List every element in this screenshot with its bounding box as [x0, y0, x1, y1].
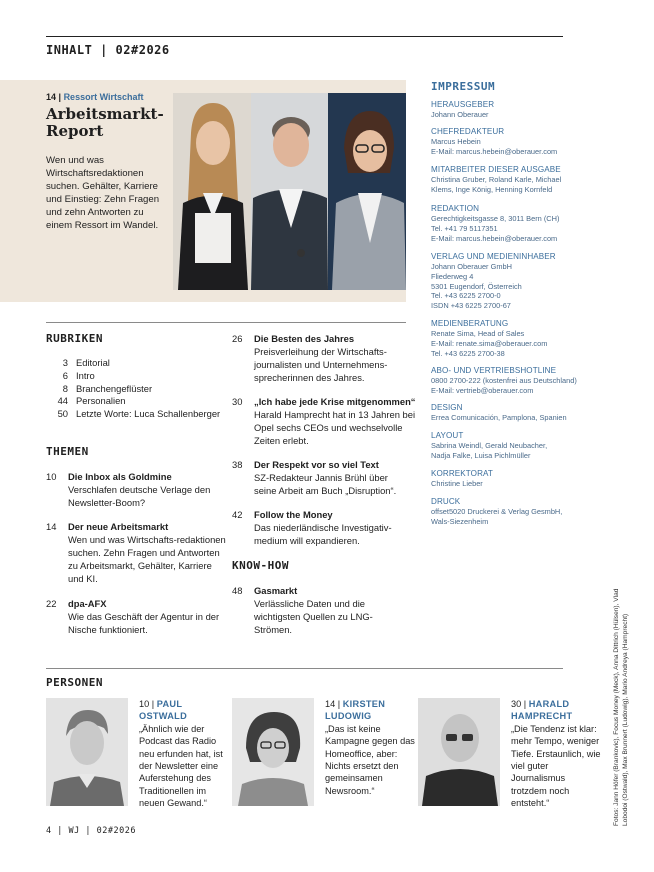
- feature-page: 14: [46, 92, 57, 102]
- feature-photo-woman-left: [173, 93, 251, 290]
- rubrik-page: 50: [57, 408, 68, 419]
- person-quote: „Das ist keine Kampagne gegen das Homeoffice, aber: Nichts ersetzt den gemeinsamen Newsroom.“: [325, 723, 415, 796]
- impressum-line: Klems, Inge König, Henning Kornfeld: [431, 184, 553, 194]
- entry-text: Harald Hamprecht hat in 13 Jahren bei Opel sechs CEOs und wechselvolle Zeiten erlebt.: [254, 409, 416, 447]
- rubrik-label: Letzte Worte: Luca Schallenberger: [76, 408, 221, 419]
- impressum-abo: [431, 366, 611, 396]
- photo-credits: Fotos: Jann Höfer (Brankovic), Focus Money (Meck), Anna Dittrich (Hülsen), Vlad Lobodoi (Ostwald), Max Brunnert (Ludowig), Mario Andreya (Hamprecht): [613, 588, 629, 826]
- person-name[interactable]: KIRSTEN LUDOWIG: [325, 699, 386, 722]
- entry-title: „Ich habe jede Krise mitgenommen“: [254, 396, 416, 407]
- impressum-line: 5301 Eugendorf, Österreich: [431, 281, 522, 291]
- entry-text: SZ-Redakteur Jannis Brühl über seine Arbeit am Buch „Disruption“.: [254, 472, 397, 497]
- entry-title: Der Respekt vor so viel Text: [254, 459, 379, 470]
- entry-text: Wen und was Wirtschafts-redaktionen suchen. Zehn Fragen und Antworten zu Arbeitsmarkt, Gehälter, Karriere und KI.: [68, 534, 226, 585]
- entry-title: Die Besten des Jahres: [254, 333, 355, 344]
- page-footer: 4 | WJ | 02#2026: [46, 826, 136, 836]
- impressum-label: DESIGN: [431, 403, 463, 412]
- person-caption: 10 | PAUL OSTWALD „Ähnlich wie der Podcast das Radio neu erfunden hat, ist der Newsletter eine Auferstehung des Traditionellen im neuen Gewand.“: [139, 698, 231, 810]
- entry-text: Verlässliche Daten und die wichtigsten Quellen zu LNG-Strömen.: [254, 598, 373, 636]
- impressum-korrektorat: [431, 469, 611, 489]
- feature-title[interactable]: Arbeitsmarkt-Report: [46, 105, 164, 140]
- impressum-label: MEDIENBERATUNG: [431, 319, 509, 328]
- impressum-line: Tel. +43 6225 2700-38: [431, 348, 505, 358]
- impressum-line: Errea Comunicación, Pamplona, Spanien: [431, 413, 567, 422]
- impressum-medienberatung: [431, 319, 611, 358]
- person-photo-ludowig: [232, 698, 314, 806]
- rubrik-item[interactable]: [46, 357, 226, 370]
- feature-kicker: 14 | Ressort Wirtschaft: [46, 92, 144, 102]
- personen-rule: [46, 668, 563, 669]
- impressum-line: Nadja Falke, Luisa Pichlmüller: [431, 450, 531, 460]
- impressum-label: LAYOUT: [431, 431, 464, 440]
- impressum-line: Tel. +43 6225 2700-0: [431, 291, 501, 301]
- person-quote: „Ähnlich wie der Podcast das Radio neu erfunden hat, ist der Newsletter eine Auferstehung des Traditionellen im neuen Gewand.“: [139, 723, 223, 809]
- impressum-line: Johann Oberauer: [431, 110, 489, 119]
- rubrik-page: 8: [62, 383, 68, 394]
- person-name[interactable]: HARALD HAMPRECHT: [511, 699, 573, 722]
- knowhow-heading: KNOW-HOW: [232, 559, 289, 572]
- rubrik-label: Intro: [76, 370, 95, 381]
- rubrik-item[interactable]: [46, 408, 226, 421]
- columns-rule: [46, 322, 406, 323]
- impressum-line: Christine Lieber: [431, 479, 483, 488]
- impressum-line: Tel. +41 79 5117351: [431, 223, 498, 233]
- entry-page: 48: [232, 585, 243, 596]
- impressum-line: offset5020 Druckerei & Verlag GesmbH,: [431, 507, 563, 516]
- impressum-line: Renate Sima, Head of Sales: [431, 329, 525, 338]
- impressum-redaktion: [431, 204, 611, 243]
- impressum-line: Gerechtigkeitsgasse 8, 3011 Bern (CH): [431, 214, 560, 223]
- themen-heading: THEMEN: [46, 445, 89, 458]
- entry-page: 14: [46, 521, 57, 532]
- header-issue: 02#2026: [115, 43, 170, 57]
- impressum-label: DRUCK: [431, 497, 461, 506]
- person-name[interactable]: PAUL OSTWALD: [139, 699, 188, 722]
- person-photo-hamprecht: [418, 698, 500, 806]
- rubrik-item[interactable]: [46, 395, 226, 408]
- entry-text: Preisverleihung der Wirtschafts-journalisten und Unternehmens-sprecherinnen des Jahres.: [254, 346, 388, 384]
- entry-title: Gasmarkt: [254, 585, 298, 596]
- entry-text: Wie das Geschäft der Agentur in der Nische funktioniert.: [68, 611, 220, 636]
- impressum-mitarbeiter: [431, 165, 611, 195]
- entry-title: Follow the Money: [254, 509, 333, 520]
- impressum-line: 0800 2700-222 (kostenfrei aus Deutschland): [431, 376, 577, 385]
- rubrik-item[interactable]: [46, 370, 226, 383]
- impressum-druck: [431, 497, 611, 527]
- footer-mag: WJ: [68, 826, 80, 836]
- footer-page: 4: [46, 826, 52, 836]
- entry-text: Das niederländische Investigativ-medium will expandieren.: [254, 522, 392, 547]
- feature-teaser: Wen und was Wirtschaftsredaktionen suchen. Gehälter, Karriere und Einstieg: Zehn Fragen und zehn Antworten zu einem Ressort im Wandel.: [46, 155, 160, 231]
- person-page: 10: [139, 699, 150, 709]
- impressum-label: VERLAG UND MEDIENINHABER: [431, 252, 556, 261]
- rubrik-label: Personalien: [76, 395, 126, 406]
- person-caption: 30 | HARALD HAMPRECHT „Die Tendenz ist klar: mehr Tempo, weniger Tiefe. Erstaunlich, wie viel guter Journalismus trotzdem noch entsteht.“: [511, 698, 603, 810]
- rubrik-item[interactable]: [46, 383, 226, 396]
- personen-heading: PERSONEN: [46, 676, 103, 689]
- rubrik-page: 44: [57, 395, 68, 406]
- impressum-line: Marcus Hebein: [431, 137, 481, 146]
- impressum-label: HERAUSGEBER: [431, 100, 495, 109]
- impressum-line: Sabrina Weindl, Gerald Neubacher,: [431, 441, 548, 450]
- impressum-label: MITARBEITER DIESER AUSGABE: [431, 165, 561, 174]
- rubriken-heading: RUBRIKEN: [46, 332, 103, 345]
- feature-photo-man: [251, 93, 328, 290]
- impressum-label: CHEFREDAKTEUR: [431, 127, 505, 136]
- rubrik-label: Branchengeflüster: [76, 383, 153, 394]
- impressum-line[interactable]: E-Mail: marcus.hebein@oberauer.com: [431, 233, 558, 243]
- impressum-label: REDAKTION: [431, 204, 480, 213]
- impressum-label: KORREKTORAT: [431, 469, 493, 478]
- impressum-herausgeber: [431, 100, 611, 120]
- person-caption: 14 | KIRSTEN LUDOWIG „Das ist keine Kampagne gegen das Homeoffice, aber: Nichts ersetzt den gemeinsamen Newsroom.“: [325, 698, 417, 797]
- entry-page: 38: [232, 459, 243, 470]
- entry-title: dpa-AFX: [68, 598, 107, 609]
- feature-department: Ressort Wirtschaft: [63, 92, 144, 102]
- footer-issue: 02#2026: [96, 826, 136, 836]
- rubrik-page: 3: [62, 357, 68, 368]
- page-header: INHALT | 02#2026: [46, 43, 170, 57]
- impressum-line[interactable]: E-Mail: renate.sima@oberauer.com: [431, 338, 548, 348]
- impressum-line[interactable]: E-Mail: vertrieb@oberauer.com: [431, 385, 534, 395]
- impressum-line: ISDN +43 6225 2700-67: [431, 301, 511, 311]
- impressum-verlag: [431, 252, 611, 311]
- impressum-heading: IMPRESSUM: [431, 80, 496, 93]
- feature-photo-woman-right: [328, 93, 406, 290]
- impressum-line: Johann Oberauer GmbH: [431, 262, 512, 271]
- impressum-design: [431, 403, 611, 423]
- impressum-label: ABO- UND VERTRIEBSHOTLINE: [431, 366, 557, 375]
- rubrik-page: 6: [62, 370, 68, 381]
- person-page: 30: [511, 699, 522, 709]
- impressum-layout: [431, 431, 611, 461]
- entry-page: 22: [46, 598, 57, 609]
- entry-text: Verschlafen deutsche Verlage den Newsletter-Boom?: [68, 484, 211, 509]
- entry-page: 10: [46, 471, 57, 482]
- entry-title: Der neue Arbeitsmarkt: [68, 521, 169, 532]
- impressum-line: Wals-Siezenheim: [431, 516, 489, 526]
- person-photo-ostwald: [46, 698, 128, 806]
- entry-page: 30: [232, 396, 243, 407]
- entry-page: 26: [232, 333, 243, 344]
- impressum-line: Fliederweg 4: [431, 271, 474, 281]
- person-page: 14: [325, 699, 336, 709]
- rubrik-label: Editorial: [76, 357, 110, 368]
- impressum-line: Christina Gruber, Roland Karle, Michael: [431, 175, 562, 184]
- person-quote: „Die Tendenz ist klar: mehr Tempo, weniger Tiefe. Erstaunlich, wie viel guter Journalismus trotzdem noch entsteht.“: [511, 723, 601, 809]
- header-section: INHALT: [46, 43, 93, 57]
- header-rule: [46, 36, 563, 37]
- impressum-line[interactable]: E-Mail: marcus.hebein@oberauer.com: [431, 146, 558, 156]
- impressum-chefredakteur: [431, 127, 611, 157]
- entry-page: 42: [232, 509, 243, 520]
- entry-title: Die Inbox als Goldmine: [68, 471, 172, 482]
